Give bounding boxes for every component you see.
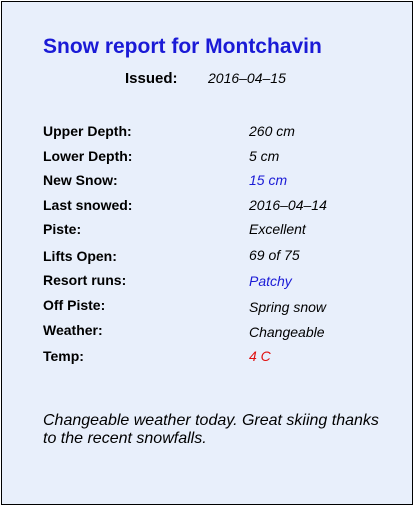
- weather-label: Weather:: [43, 322, 103, 338]
- temp-label: Temp:: [43, 348, 84, 364]
- piste-label: Piste:: [43, 221, 82, 237]
- new-snow-label: New Snow:: [43, 172, 118, 188]
- temp-value: 4 C: [249, 348, 271, 364]
- lifts-open-label: Lifts Open:: [43, 248, 117, 264]
- upper-depth-label: Upper Depth:: [43, 123, 132, 139]
- lower-depth-value: 5 cm: [249, 148, 280, 164]
- weather-summary: Changeable weather today. Great skiing thanks to the recent snowfalls.: [43, 412, 379, 447]
- last-snowed-value: 2016–04–14: [249, 197, 327, 213]
- issued-label: Issued:: [125, 70, 178, 87]
- snow-report-card: [1, 1, 413, 505]
- upper-depth-value: 260 cm: [249, 123, 295, 139]
- piste-value: Excellent: [249, 221, 306, 237]
- resort-runs-value: Patchy: [249, 273, 292, 289]
- issued-date: 2016–04–15: [208, 70, 286, 86]
- off-piste-value: Spring snow: [249, 299, 327, 315]
- lower-depth-label: Lower Depth:: [43, 148, 133, 164]
- resort-runs-label: Resort runs:: [43, 272, 127, 288]
- report-title: Snow report for Montchavin: [43, 35, 322, 58]
- off-piste-label: Off Piste:: [43, 297, 106, 313]
- weather-value: Changeable: [249, 324, 325, 340]
- last-snowed-label: Last snowed:: [43, 197, 133, 213]
- new-snow-value: 15 cm: [249, 172, 288, 188]
- lifts-open-value: 69 of 75: [249, 247, 300, 263]
